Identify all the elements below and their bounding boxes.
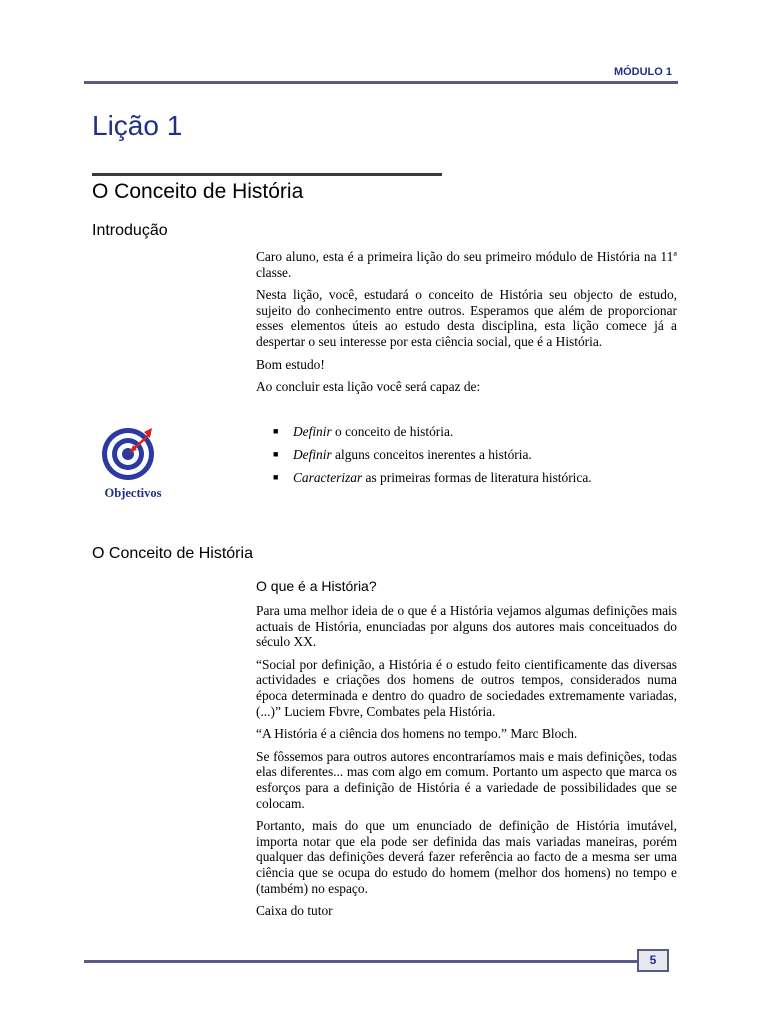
intro-paragraph: Caro aluno, esta é a primeira lição do seu primeiro módulo de História na 11ª classe. <box>256 249 677 280</box>
intro-paragraph: Ao concluir esta lição você será capaz de: <box>256 379 481 395</box>
section-divider <box>92 173 442 176</box>
objective-text: as primeiras formas de literatura histórica. <box>362 470 592 485</box>
target-icon <box>100 424 158 482</box>
body-paragraph: Caixa do tutor <box>256 903 333 919</box>
lesson-title: Lição 1 <box>92 110 183 141</box>
body-paragraph: Para uma melhor ideia de o que é a História vejamos algumas definições mais actuais de História, enunciadas por alguns dos autores mais conceituados do século XX. <box>256 603 677 650</box>
intro-paragraph: Bom estudo! <box>256 356 325 372</box>
section-title: O Conceito de História <box>92 180 304 203</box>
quote-paragraph: “A História é a ciência dos homens no tempo.” Marc Bloch. <box>256 726 578 742</box>
objective-text: alguns conceitos inerentes a história. <box>331 447 532 462</box>
subsection-title: O que é a História? <box>256 578 377 594</box>
objective-verb: Definir <box>293 447 332 462</box>
body-paragraph: Se fôssemos para outros autores encontraríamos mais e mais definições, todas elas diferentes... mas com algo em comum. Portanto um aspecto que marca os esforços para a definição de História é a variedade de possibilidades que se colocam. <box>256 748 677 811</box>
intro-paragraph: Nesta lição, você, estudará o conceito de História seu objecto de estudo, sujeito do conhecimento entre outros. Esperamos que além de proporcionar esses elementos úteis ao estudo desta disciplina, esta lição comece já a despertar o seu interesse por esta ciência social, que é a História. <box>256 287 677 349</box>
section2-title: O Conceito de História <box>92 545 253 562</box>
header-divider <box>84 81 678 84</box>
square-bullet-icon: ■ <box>273 426 279 436</box>
intro-heading: Introdução <box>92 222 168 239</box>
page-number: 5 <box>637 949 669 972</box>
objectives-list <box>256 424 677 493</box>
body-text <box>256 603 677 926</box>
square-bullet-icon: ■ <box>273 472 279 482</box>
objectives-caption: Objectivos <box>104 486 162 500</box>
intro-text <box>256 249 677 402</box>
footer-divider <box>84 960 638 963</box>
objective-verb: Definir <box>293 424 332 439</box>
objective-item <box>256 424 677 439</box>
objective-item <box>256 447 677 462</box>
quote-paragraph: “Social por definição, a História é o estudo feito cientificamente das diversas actividades e criações dos homens de outros tempos, considerados numa época determinada e dentro do quadro de sociedades extremamente variadas, (...)” Luciem Fbvre, Combates pela História. <box>256 656 677 719</box>
module-label: MÓDULO 1 <box>613 66 672 78</box>
square-bullet-icon: ■ <box>273 449 279 459</box>
objective-verb: Caracterizar <box>293 470 363 485</box>
body-paragraph: Portanto, mais do que um enunciado de definição de História imutável, importa notar que ela pode ser definida das mais variadas maneiras, porém qualquer das definições deverá fazer referência ao facto de a mesma ser uma ciência que se ocupa do estudo do homem (melhor dos homens) no tempo e (também) no espaço. <box>256 818 677 896</box>
objective-item <box>256 470 677 485</box>
objective-text: o conceito de história. <box>331 424 454 439</box>
